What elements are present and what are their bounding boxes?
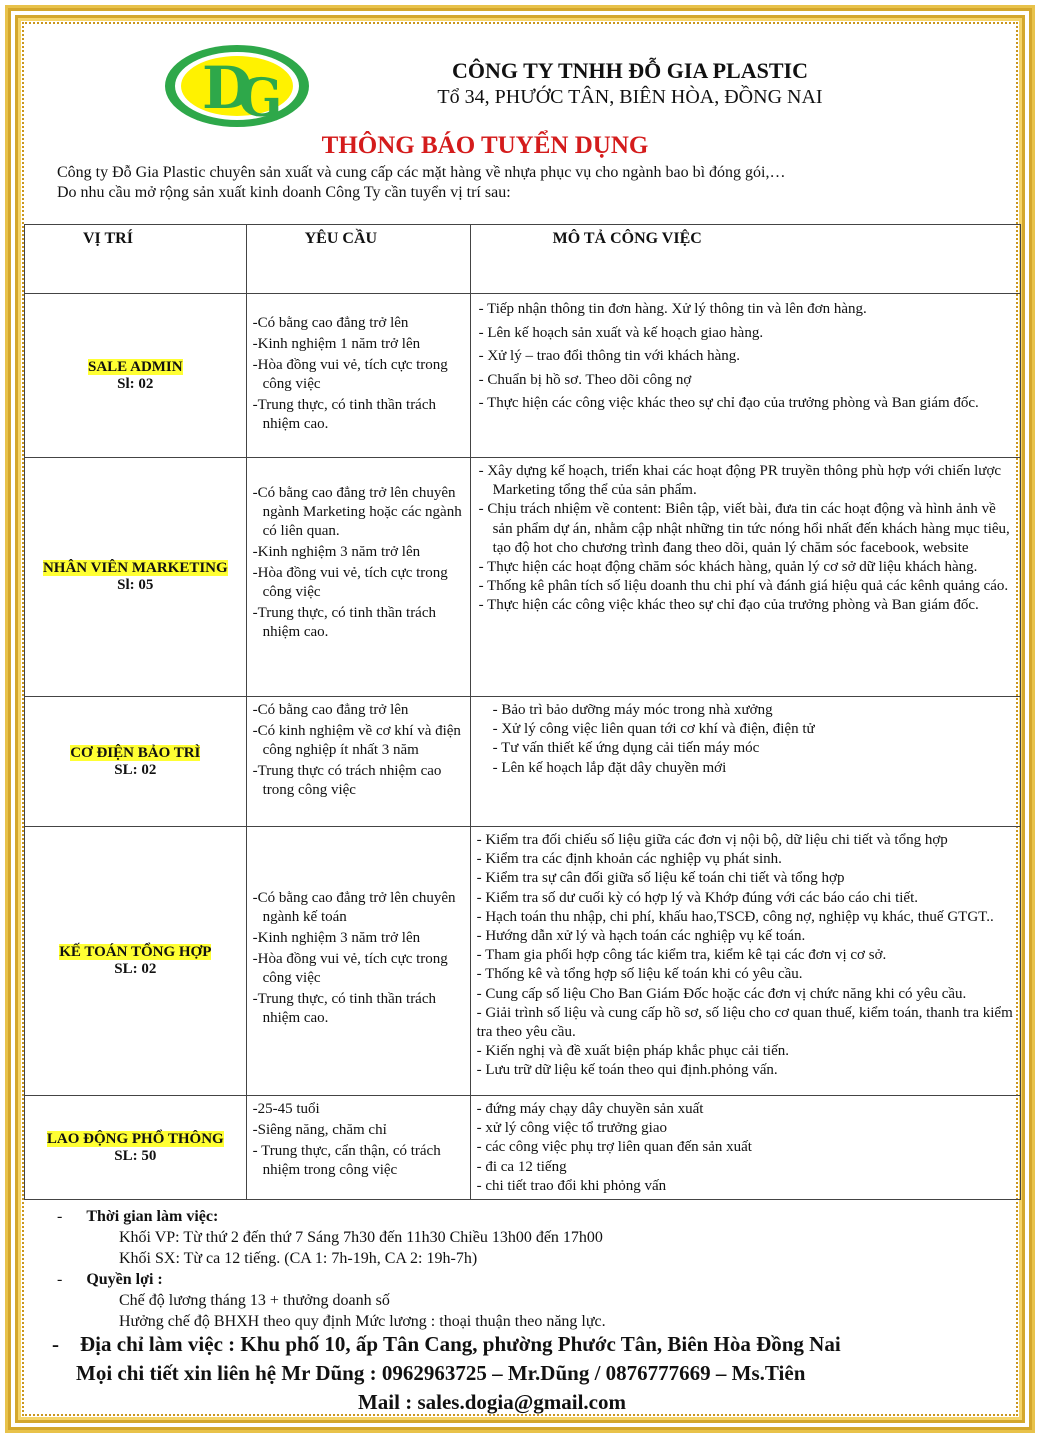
description-item: - các công việc phụ trợ liên quan đến sản xuất (476, 1139, 752, 1156)
page-title: THÔNG BÁO TUYỂN DỤNG (321, 132, 649, 159)
requirement-item: - Trung thực, cẩn thận, có trách nhiệm trong công việc (252, 1143, 441, 1178)
position-name: NHÂN VIÊN MARKETING (42, 560, 228, 576)
requirement-item: -Trung thực, có tinh thần trách nhiệm cao. (252, 991, 437, 1026)
working-time-line: Khối SX: Từ ca 12 tiếng. (CA 1: 7h-19h, CA 2: 19h-7h) (119, 1250, 478, 1267)
description-item: - Lưu trữ dữ liệu kế toán theo qui định.phỏng vấn. (476, 1062, 778, 1079)
intro-text (57, 163, 997, 203)
benefits-line: Chế độ lương tháng 13 + thưởng doanh số (119, 1292, 390, 1309)
description-item: - Bảo trì bảo dưỡng máy móc trong nhà xưởng (492, 702, 773, 718)
position-name: CƠ ĐIỆN BẢO TRÌ (70, 744, 201, 761)
description-item: - Kiểm tra sự cân đối giữa số liệu kế toán chi tiết và tổng hợp (476, 870, 845, 887)
description-item: - Kiểm tra đối chiếu số liệu giữa các đơn vị nội bộ, dữ liệu chi tiết và tổng hợp (476, 832, 948, 848)
svg-text:D: D (202, 54, 253, 122)
description-item: - Thực hiện các hoạt động chăm sóc khách hàng, quản lý cơ sở dữ liệu khách hàng. (478, 559, 978, 576)
description-cell (470, 827, 1020, 1096)
requirement-item: -Có bằng cao đẳng trở lên (252, 315, 409, 331)
company-address: Tổ 34, PHƯỚC TÂN, BIÊN HÒA, ĐỒNG NAI (437, 86, 823, 108)
description-item: - Chuẩn bị hồ sơ. Theo dõi công nợ (478, 371, 692, 388)
description-item: - Tư vấn thiết kế ứng dụng cải tiến máy móc (492, 740, 760, 757)
description-item: - Xử lý – trao đổi thông tin với khách hàng. (478, 348, 741, 364)
position-quantity: Sl: 05 (117, 577, 154, 593)
header-description: MÔ TẢ CÔNG VIỆC (470, 225, 1020, 294)
benefits-line: Hưởng chế độ BHXH theo quy định Mức lương : thoại thuận theo năng lực. (119, 1313, 606, 1330)
company-name: CÔNG TY TNHH ĐỖ GIA PLASTIC (452, 58, 808, 83)
description-item: - Thực hiện các công việc khác theo sự chỉ đạo của trưởng phòng và Ban giám đốc. (478, 395, 979, 411)
description-cell (470, 294, 1020, 458)
position-cell (25, 294, 247, 458)
benefits-heading: - Quyền lợi : (57, 1271, 163, 1288)
position-quantity: Sl: 02 (117, 375, 154, 392)
description-item: - Kiểm tra các định khoản các nghiệp vụ phát sinh. (476, 851, 782, 868)
description-item: - Hạch toán thu nhập, chi phí, khấu hao,TSCĐ, công nợ, nghiệp vụ khác, thuế GTGT.. (476, 908, 994, 925)
description-cell (470, 458, 1020, 697)
description-item: - đi ca 12 tiếng (476, 1158, 567, 1175)
position-quantity: SL: 50 (114, 1147, 157, 1164)
position-name: LAO ĐỘNG PHỔ THÔNG (46, 1130, 224, 1147)
position-name: KẾ TOÁN TỔNG HỢP (59, 944, 212, 960)
requirement-item: -Có bằng cao đẳng trở lên chuyên ngành Marketing hoặc các ngành có liên quan. (252, 485, 462, 539)
position-quantity: SL: 02 (114, 761, 157, 778)
description-item: - Thực hiện các công việc khác theo sự chỉ đạo của trưởng phòng và Ban giám đốc. (478, 597, 979, 614)
working-time-line: Khối VP: Từ thứ 2 đến thứ 7 Sáng 7h30 đến 11h30 Chiều 13h00 đến 17h00 (119, 1229, 603, 1246)
position-cell (25, 1096, 247, 1200)
table-header-row (25, 225, 1021, 294)
requirements-cell (246, 458, 470, 697)
description-item: - Kiểm tra số dư cuối kỳ có hợp lý và Khớp đúng với các báo cáo chi tiết. (476, 889, 918, 906)
requirements-cell (246, 294, 470, 458)
description-item: - Giải trình số liệu và cung cấp hồ sơ, số liệu cho cơ quan thuế, kiểm toán, thanh tra kiểm tra theo yêu cầu. (476, 1004, 1013, 1041)
requirement-item: -Siêng năng, chăm chỉ (252, 1122, 387, 1138)
requirement-item: -Hòa đồng vui vẻ, tích cực trong công việc (252, 565, 448, 600)
description-item: - xử lý công việc tổ trưởng giao (476, 1120, 667, 1137)
position-quantity: SL: 02 (114, 961, 157, 977)
table-row (25, 294, 1021, 458)
contact-section (52, 1330, 1002, 1417)
intro-line: Do nhu cầu mở rộng sản xuất kinh doanh Công Ty cần tuyển vị trí sau: (57, 184, 511, 201)
description-item: - Cung cấp số liệu Cho Ban Giám Đốc hoặc các đơn vị chức năng khi có yêu cầu. (476, 985, 967, 1002)
requirement-item: -25-45 tuổi (252, 1101, 320, 1117)
work-address: - Địa chỉ làm việc : Khu phố 10, ấp Tân Cang, phường Phước Tân, Biên Hòa Đồng Nai (52, 1332, 841, 1356)
table-row (25, 697, 1021, 827)
job-table (24, 224, 1021, 1200)
description-item: - Xử lý công việc liên quan tới cơ khí và điện, điện tử (492, 721, 815, 738)
requirements-cell (246, 1096, 470, 1200)
description-item: - Chịu trách nhiệm về content: Biên tập, viết bài, đưa tin các hoạt động và hình ảnh về sản phẩm dự án, nhằm cập nhật những tin tức nóng hổi nhất đến khách hàng mục tiêu, tạo độ hot cho chương trình đang theo dõi, quản lý chăm sóc facebook, website (478, 501, 1010, 556)
description-item: - chi tiết trao đổi khi phỏng vấn (476, 1177, 667, 1194)
table-row (25, 1096, 1021, 1200)
position-cell (25, 458, 247, 697)
table-row (25, 458, 1021, 697)
description-cell (470, 697, 1020, 827)
description-item: - Kiến nghị và đề xuất biện pháp khắc phục cải tiến. (476, 1043, 789, 1060)
description-item: - Xây dựng kế hoạch, triển khai các hoạt động PR truyền thông phù hợp với chiến lược Marketing tổng thể của sản phẩm. (478, 463, 1002, 499)
requirement-item: -Trung thực, có tinh thần trách nhiệm cao. (252, 397, 437, 432)
requirement-item: -Trung thực có trách nhiệm cao trong công việc (252, 763, 442, 798)
requirement-item: -Hòa đồng vui vẻ, tích cực trong công việc (252, 357, 448, 392)
working-time-heading: - Thời gian làm việc: (57, 1208, 219, 1225)
requirement-item: -Hòa đồng vui vẻ, tích cực trong công việc (252, 951, 448, 986)
requirement-item: -Kinh nghiệm 1 năm trở lên (252, 336, 421, 352)
description-item: - Thống kê và tổng hợp số liệu kế toán khi có yêu cầu. (476, 966, 803, 983)
svg-text:G: G (238, 68, 283, 129)
requirements-cell (246, 827, 470, 1096)
header-position: VỊ TRÍ (25, 225, 247, 294)
position-name: SALE ADMIN (88, 358, 183, 375)
requirement-item: -Có kinh nghiệm về cơ khí và điện công nghiệp ít nhất 3 năm (252, 723, 461, 758)
header-requirements: YÊU CẦU (246, 225, 470, 294)
description-item: - Lên kế hoạch sản xuất và kế hoạch giao hàng. (478, 324, 764, 341)
description-item: - đứng máy chạy dây chuyền sản xuất (476, 1101, 704, 1117)
requirement-item: -Có bằng cao đẳng trở lên (252, 702, 409, 718)
requirement-item: -Trung thực, có tinh thần trách nhiệm cao. (252, 605, 437, 640)
notes-section (57, 1206, 997, 1332)
company-logo (162, 42, 312, 130)
description-item: - Hướng dẫn xử lý và hạch toán các nghiệp vụ kế toán. (476, 928, 806, 945)
requirement-item: -Có bằng cao đẳng trở lên chuyên ngành kế toán (252, 890, 456, 925)
intro-line: Công ty Đỗ Gia Plastic chuyên sản xuất và cung cấp các mặt hàng về nhựa phục vụ cho ngành bao bì đóng gói,… (57, 164, 786, 181)
requirements-cell (246, 697, 470, 827)
position-cell (25, 697, 247, 827)
description-item: - Tham gia phối hợp công tác kiểm tra, kiểm kê tại các đơn vị cơ sở. (476, 947, 887, 964)
description-item: - Lên kế hoạch lắp đặt dây chuyền mới (492, 759, 727, 776)
description-cell (470, 1096, 1020, 1200)
contact-phones: Mọi chi tiết xin liên hệ Mr Dũng : 0962963725 – Mr.Dũng / 0876777669 – Ms.Tiên (76, 1361, 806, 1385)
requirement-item: -Kinh nghiệm 3 năm trở lên (252, 544, 421, 560)
table-row (25, 827, 1021, 1096)
description-item: - Thống kê phân tích số liệu doanh thu chi phí và đánh giá hiệu quả các kênh quảng cáo. (478, 578, 1009, 595)
position-cell (25, 827, 247, 1096)
company-header (320, 58, 940, 109)
requirement-item: -Kinh nghiệm 3 năm trở lên (252, 930, 421, 946)
description-item: - Tiếp nhận thông tin đơn hàng. Xử lý thông tin và lên đơn hàng. (478, 301, 867, 317)
contact-mail: Mail : sales.dogia@gmail.com (357, 1390, 626, 1414)
